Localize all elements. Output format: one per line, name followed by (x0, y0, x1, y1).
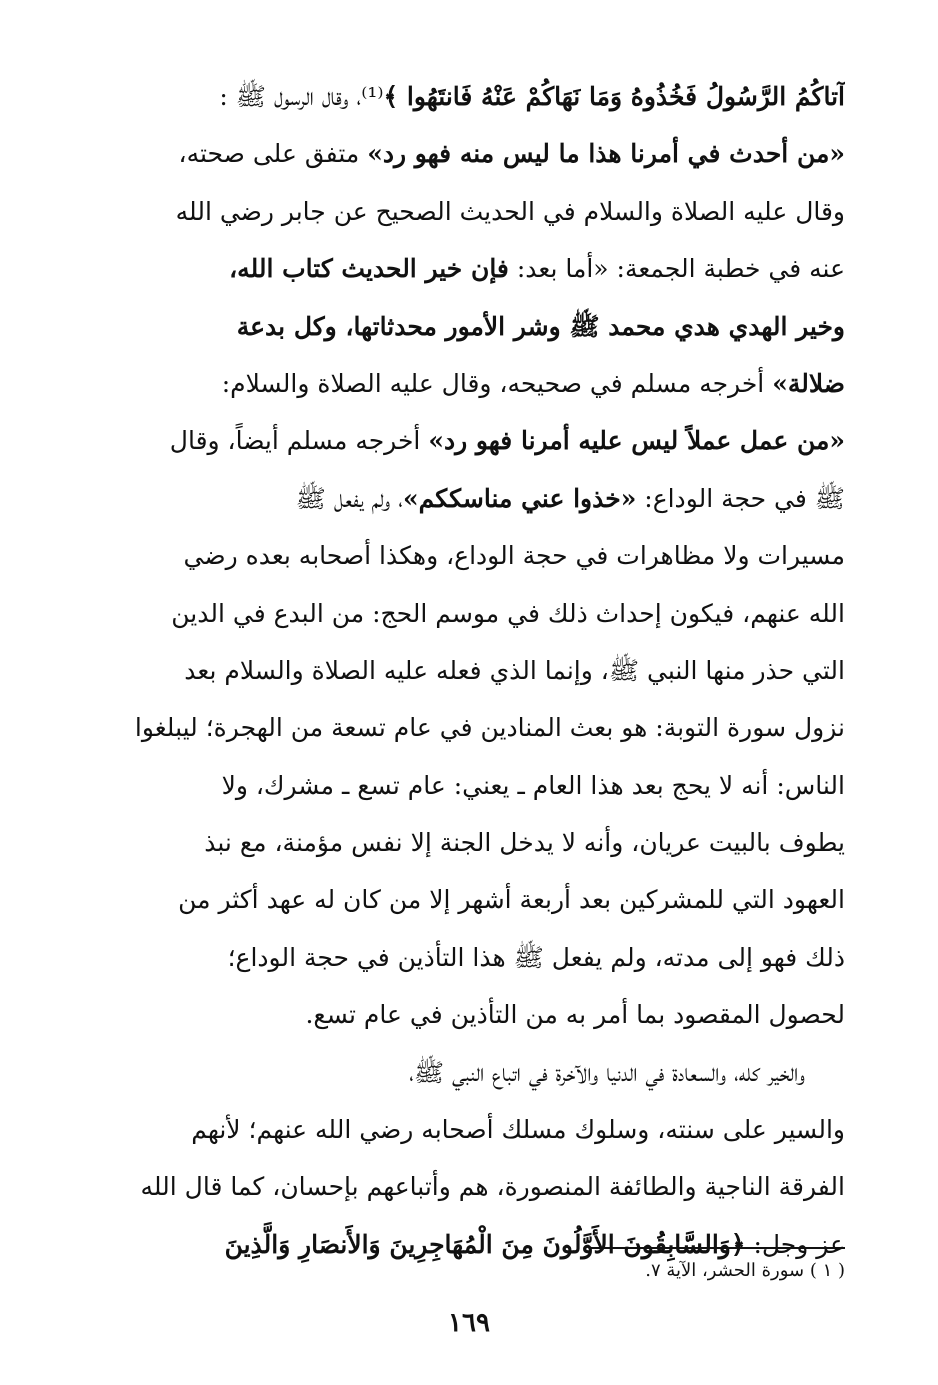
text-run: لحصول المقصود بما أمر به من التأذين في عام تسع. (305, 1000, 845, 1030)
text-line (100, 240, 845, 297)
text-line (100, 125, 845, 182)
text-run: مسيرات ولا مظاهرات في حجة الوداع، وهكذا أصحابه بعده رضي (183, 541, 845, 571)
emphasized-text: ﴿وَالسَّابِقُونَ الأَوَّلُونَ مِنَ الْمُهَاجِرِينَ وَالأَنصَارِ وَالَّذِينَ (224, 1229, 746, 1259)
text-run: الله عنهم، فيكون إحداث ذلك في موسم الحج: من البدع في الدين (171, 598, 845, 628)
page-number: ١٦٩ (448, 1308, 490, 1338)
emphasized-text: «من عمل عملاً ليس عليه أمرنا فهو رد» (428, 426, 845, 456)
text-run: متفق على صحته، (178, 139, 368, 169)
text-line (100, 527, 845, 584)
text-run: ، ولم يفعل ﷺ (295, 483, 404, 513)
text-line (100, 355, 845, 412)
text-line (100, 1101, 845, 1158)
text-run: نزول سورة التوبة: هو بعث المنادين في عام تسعة من الهجرة؛ ليبلغوا (134, 713, 845, 743)
text-line (100, 585, 845, 642)
footnote: ( ١ ) سورة الحشر، الآية ٧. (645, 1260, 845, 1281)
text-run: ﷺ في حجة الوداع: (636, 483, 845, 513)
text-line (100, 929, 845, 986)
text-run: أخرجه مسلم أيضاً، وقال (169, 426, 429, 456)
text-run: والخير كله، والسعادة في الدنيا والآخرة في اتباع النبي ﷺ، (409, 1057, 805, 1087)
emphasized-text: وخير الهدي هدي محمد ﷺ وشر الأمور محدثاتها، وكل بدعة (236, 311, 845, 341)
emphasized-text: «من أحدث في أمرنا هذا ما ليس منه فهو رد» (367, 139, 845, 169)
text-line (100, 871, 845, 928)
text-line (100, 814, 845, 871)
text-line (100, 699, 845, 756)
text-run: عز وجل: (745, 1229, 845, 1259)
text-run: أخرجه مسلم في صحيحه، وقال عليه الصلاة والسلام: (221, 368, 773, 398)
text-run: عنه في خطبة الجمعة: «أما بعد: (508, 254, 845, 284)
text-run: العهود التي للمشركين بعد أربعة أشهر إلا من كان له عهد أكثر من (178, 885, 845, 915)
text-run: ⁽¹⁾، وقال الرسول ﷺ : (219, 82, 384, 111)
footnote-divider (590, 1247, 845, 1249)
text-line (100, 412, 845, 469)
emphasized-text: آتاكُمُ الرَّسُولُ فَخُذُوهُ وَمَا نَهَاكُمْ عَنْهُ فَانتَهُوا ﴾ (383, 82, 845, 111)
emphasized-text: ضلالة» (772, 368, 845, 398)
text-run: الناس: أنه لا يحج بعد هذا العام ـ يعني: عام تسع ـ مشرك، ولا (221, 770, 845, 800)
body-text (100, 68, 845, 1273)
text-run: الفرقة الناجية والطائفة المنصورة، هم وأتباعهم بإحسان، كما قال الله (140, 1172, 845, 1202)
text-run: يطوف بالبيت عريان، وأنه لا يدخل الجنة إلا نفس مؤمنة، مع نبذ (204, 828, 845, 858)
text-line (100, 470, 845, 527)
text-line (100, 986, 845, 1043)
text-line (100, 1158, 845, 1215)
text-run: التي حذر منها النبي ﷺ، وإنما الذي فعله عليه الصلاة والسلام بعد (184, 655, 845, 685)
text-line (100, 642, 845, 699)
text-line (100, 1044, 845, 1101)
text-run: وقال عليه الصلاة والسلام في الحديث الصحيح عن جابر رضي الله (175, 196, 845, 226)
text-line (100, 757, 845, 814)
text-run: والسير على سنته، وسلوك مسلك أصحابه رضي الله عنهم؛ لأنهم (191, 1115, 845, 1145)
text-line (100, 183, 845, 240)
text-line (100, 298, 845, 355)
text-line (100, 68, 845, 125)
text-run: ذلك فهو إلى مدته، ولم يفعل ﷺ هذا التأذين في حجة الوداع؛ (227, 942, 845, 972)
emphasized-text: «خذوا عني مناسككم» (403, 483, 637, 513)
emphasized-text: فإن خير الحديث كتاب الله، (229, 254, 509, 284)
